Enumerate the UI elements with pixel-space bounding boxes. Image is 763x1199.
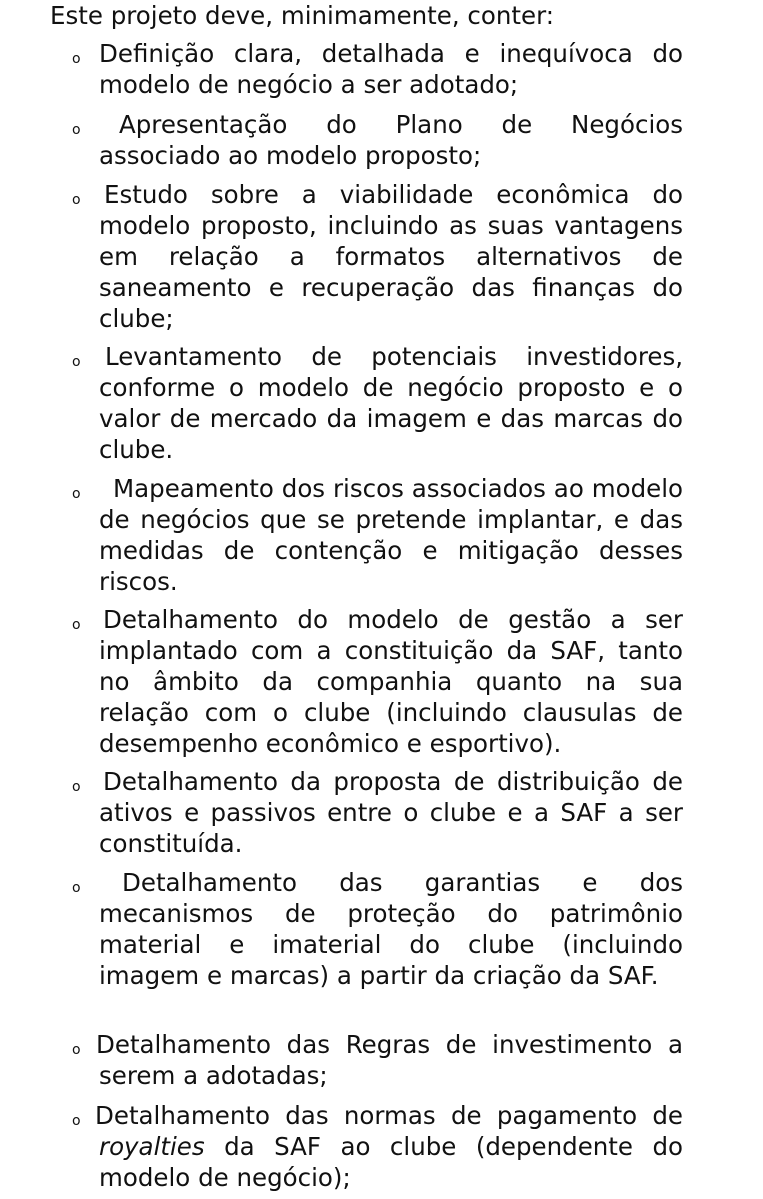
list-item-text: Mapeamento dos riscos associados ao modelo de negócios que se pretende implantar, e das medidas de contenção e mitigação desses riscos. bbox=[99, 474, 683, 596]
list-item-text bbox=[95, 1100, 683, 1193]
bullet-icon: o bbox=[72, 51, 81, 67]
intro-text: Este projeto deve, minimamente, conter: bbox=[50, 1, 554, 30]
bullet-icon: o bbox=[72, 1113, 81, 1129]
bullet-icon: o bbox=[72, 486, 81, 502]
list-item-text-part: da SAF ao clube (dependente do modelo de negócio); bbox=[99, 1132, 683, 1192]
list-item-text: Definição clara, detalhada e inequívoca do modelo de negócio a ser adotado; bbox=[99, 39, 683, 99]
royalties-emphasis: royalties bbox=[99, 1132, 205, 1161]
list-item-text: Apresentação do Plano de Negócios associado ao modelo proposto; bbox=[99, 110, 683, 170]
list-item-text: Detalhamento das Regras de investimento a serem a adotadas; bbox=[96, 1030, 683, 1090]
bullet-icon: o bbox=[72, 354, 81, 370]
bullet-icon: o bbox=[72, 192, 81, 208]
bullet-icon: o bbox=[72, 122, 81, 138]
list-item-text: Levantamento de potenciais investidores, conforme o modelo de negócio proposto e o valor de mercado da imagem e das marcas do clube. bbox=[99, 342, 683, 464]
list-item-text-part: Detalhamento das normas de pagamento de bbox=[95, 1101, 683, 1130]
bullet-icon: o bbox=[72, 617, 81, 633]
list-item-text: Detalhamento das garantias e dos mecanismos de proteção do patrimônio material e imaterial do clube (incluindo imagem e marcas) a partir da criação da SAF. bbox=[99, 868, 683, 990]
list-item-text: Detalhamento da proposta de distribuição de ativos e passivos entre o clube e a SAF a ser constituída. bbox=[99, 767, 683, 858]
bullet-icon: o bbox=[72, 779, 81, 795]
bullet-icon: o bbox=[72, 1042, 81, 1058]
bullet-icon: o bbox=[72, 880, 81, 896]
list-item-text: Estudo sobre a viabilidade econômica do modelo proposto, incluindo as suas vantagens em relação a formatos alternativos de saneamento e recuperação das finanças do clube; bbox=[99, 180, 683, 333]
list-item-text: Detalhamento do modelo de gestão a ser implantado com a constituição da SAF, tanto no âmbito da companhia quanto na sua relação com o clube (incluindo clausulas de desempenho econômico e esportivo). bbox=[99, 605, 683, 758]
